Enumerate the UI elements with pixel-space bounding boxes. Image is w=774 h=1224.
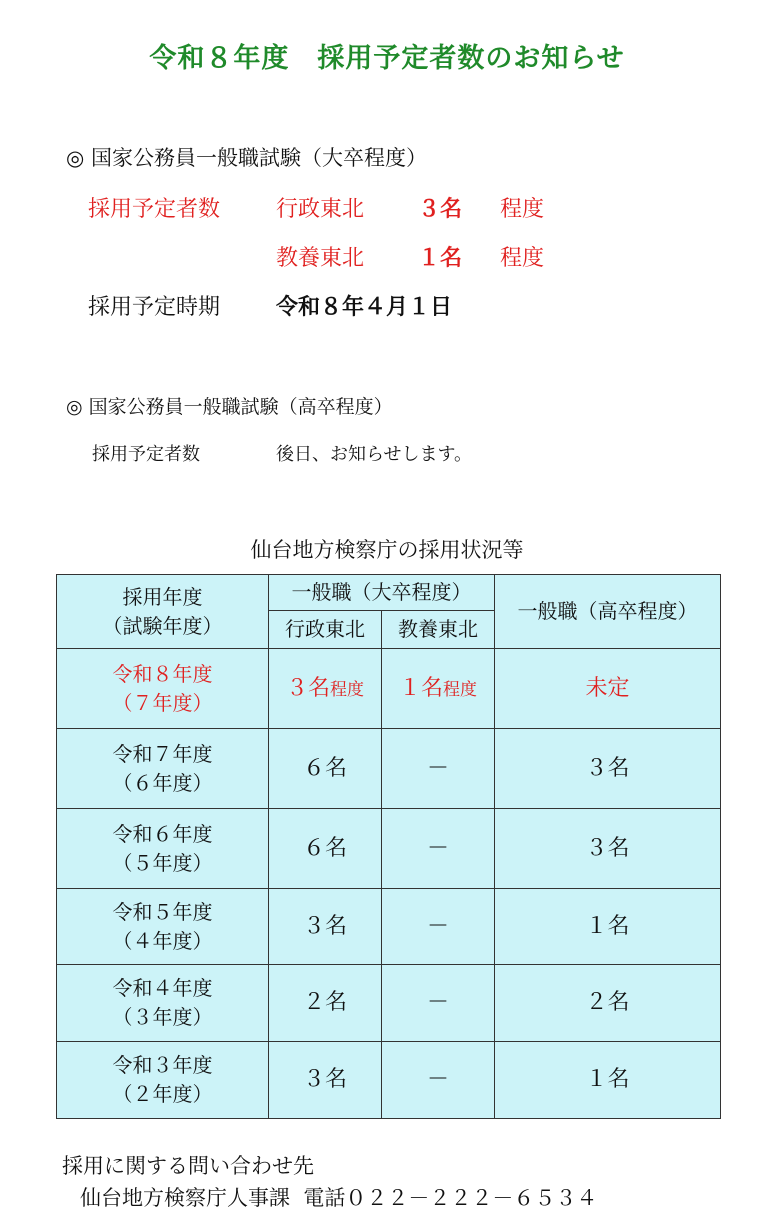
univ-count-1: ３名 [418,197,463,222]
row-liberal: － [382,1042,495,1119]
row-hs: １名 [495,889,721,965]
table-row [57,965,721,1042]
hs-heading: ◎ 国家公務員一般職試験（高卒程度） [66,396,393,418]
row-hs: ３名 [495,809,721,889]
row-year-label: 令和５年度 [112,899,213,924]
hs-planned-label: 採用予定者数 [92,444,200,465]
row-admin [269,649,382,729]
row-admin-unit: 程度 [330,679,364,700]
row-year-label: 令和４年度 [112,976,213,1000]
row-year [57,729,269,809]
table-row [57,729,721,809]
row-hs: ２名 [495,965,721,1042]
header-year [57,575,269,649]
univ-period-label: 採用予定時期 [88,295,221,320]
univ-heading: ◎ 国家公務員一般職試験（大卒程度） [66,146,427,170]
univ-division-1: 行政東北 [276,197,365,222]
header-liberal: 教養東北 [382,611,495,649]
row-exam-label: （５年度） [112,850,213,875]
recruitment-table [56,574,721,1119]
table-row [57,889,721,965]
row-liberal [382,649,495,729]
contact-office: 仙台地方検察庁人事課 [80,1186,290,1210]
contact-phone: 電話０２２－２２２－６５３４ [303,1186,598,1210]
row-year [57,649,269,729]
row-admin: ３名 [269,1042,382,1119]
row-hs: 未定 [495,649,721,729]
row-year [57,965,269,1042]
row-admin-count: ３名 [285,675,330,701]
header-hs: 一般職（高卒程度） [495,575,721,649]
row-liberal-unit: 程度 [443,679,477,700]
univ-division-2: 教養東北 [276,246,365,271]
row-admin: ６名 [269,809,382,889]
row-liberal: － [382,965,495,1042]
row-year-label: 令和６年度 [112,821,213,846]
row-exam-label: （４年度） [112,928,213,953]
univ-approx-1: 程度 [500,197,545,222]
row-exam-label: （６年度） [112,770,213,795]
row-exam-label: （３年度） [112,1005,213,1029]
row-year-label: 令和３年度 [112,1053,213,1077]
row-admin: ３名 [269,889,382,965]
row-admin: ６名 [269,729,382,809]
header-year-line2: （試験年度） [102,613,223,638]
row-year-label: 令和７年度 [112,741,213,766]
contact-line [80,1182,597,1212]
hs-planned-value: 後日、お知らせします。 [276,444,473,465]
row-hs: １名 [495,1042,721,1119]
header-year-line1: 採用年度 [122,584,203,609]
row-exam-label: （２年度） [112,1082,213,1106]
row-year [57,889,269,965]
row-liberal-count: １名 [398,675,443,701]
table-row [57,809,721,889]
row-liberal: － [382,889,495,965]
table-row [57,1042,721,1119]
row-liberal: － [382,729,495,809]
page-title: 令和８年度 採用予定者数のお知らせ [149,43,625,74]
header-univ: 一般職（大卒程度） [269,575,495,611]
row-hs: ３名 [495,729,721,809]
univ-count-2: １名 [418,246,463,271]
row-admin: ２名 [269,965,382,1042]
row-year [57,809,269,889]
contact-label: 採用に関する問い合わせ先 [62,1154,314,1178]
row-year [57,1042,269,1119]
header-admin: 行政東北 [269,611,382,649]
univ-approx-2: 程度 [500,246,545,271]
row-liberal: － [382,809,495,889]
univ-period-value: 令和８年４月１日 [276,295,453,320]
row-exam-label: （７年度） [112,690,213,715]
table-caption: 仙台地方検察庁の採用状況等 [250,538,524,562]
table-row [57,649,721,729]
row-year-label: 令和８年度 [112,661,213,686]
univ-planned-label: 採用予定者数 [88,197,221,222]
